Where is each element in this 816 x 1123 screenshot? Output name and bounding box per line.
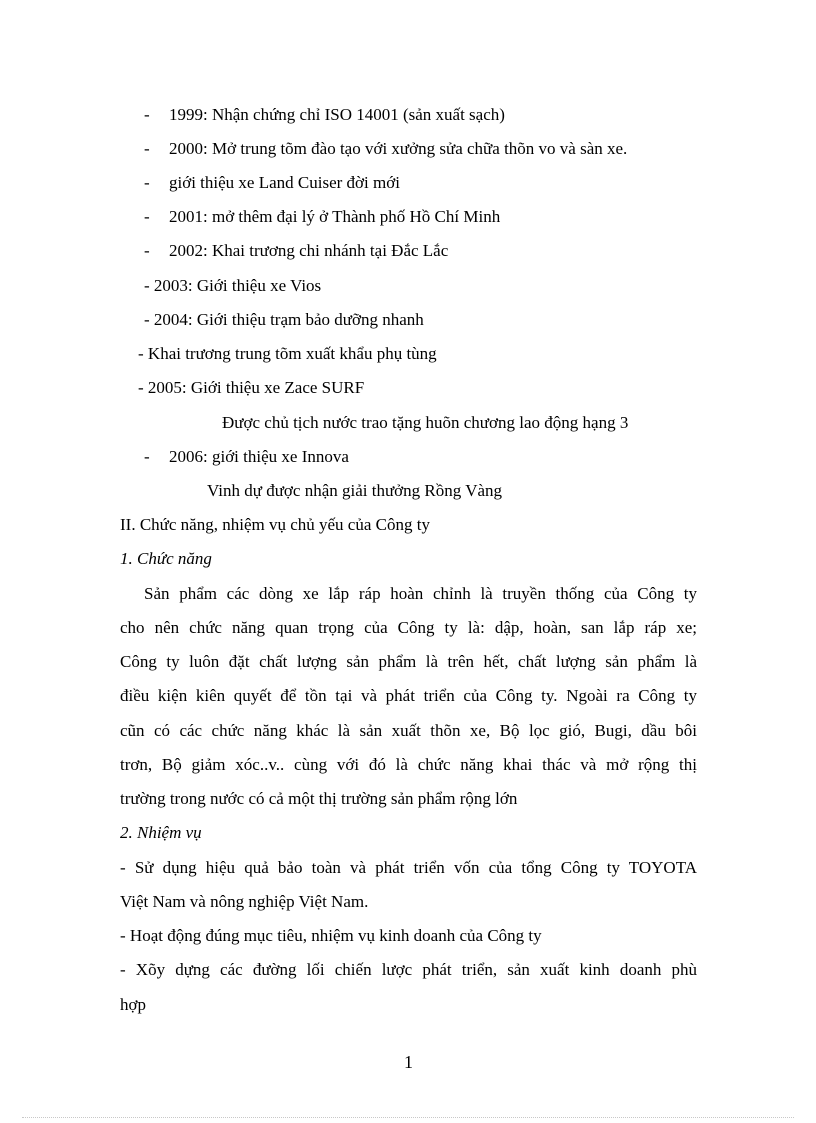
- timeline-text: 2001: mở thêm đại lý ở Thành phố Hồ Chí Minh: [169, 207, 501, 226]
- page-number: 1: [404, 1052, 413, 1072]
- timeline-item-labor-medal: [222, 412, 628, 434]
- timeline-item-land-cruiser: [144, 172, 400, 194]
- paragraph-line: trường trong nước có cả một thị trường sản phẩm rộng lớn: [120, 789, 518, 808]
- list-dash: -: [144, 139, 150, 158]
- timeline-text: 2006: giới thiệu xe Innova: [169, 447, 349, 466]
- timeline-text: 2002: Khai trương chi nhánh tại Đắc Lắc: [169, 241, 449, 260]
- timeline-item-2001: [144, 206, 500, 228]
- timeline-item-2002: [144, 240, 448, 262]
- subsection-heading-functions: 1. Chức năng: [120, 549, 212, 568]
- list-dash: -: [144, 241, 150, 260]
- list-dash: -: [144, 105, 150, 124]
- timeline-item-2006: [144, 446, 349, 468]
- timeline-text: - Khai trương trung tõm xuất khẩu phụ tùng: [138, 344, 437, 363]
- timeline-text: 2000: Mở trung tõm đào tạo với xưởng sửa chữa thõn vo và sàn xe.: [169, 139, 628, 158]
- timeline-text: Vinh dự được nhận giải thưởng Rồng Vàng: [207, 481, 503, 500]
- list-dash: -: [144, 447, 150, 466]
- timeline-item-2005: [138, 377, 364, 399]
- task-line: - Xõy dựng các đường lối chiến lược phát triển, sản xuất kinh doanh phù: [120, 960, 697, 979]
- task-line: - Hoạt động đúng mục tiêu, nhiệm vụ kinh doanh của Công ty: [120, 926, 542, 945]
- timeline-text: - 2003: Giới thiệu xe Vios: [144, 276, 322, 295]
- task-line: hợp: [120, 995, 146, 1014]
- timeline-item-2004: [144, 309, 424, 331]
- list-dash: -: [144, 207, 150, 226]
- paragraph-line: cũn có các chức năng khác là sản xuất thõn xe, Bộ lọc gió, Bugi, dầu bôi: [120, 721, 697, 740]
- subsection-heading-tasks: 2. Nhiệm vụ: [120, 823, 202, 842]
- timeline-text: giới thiệu xe Land Cuiser đời mới: [169, 173, 400, 192]
- timeline-item-1999: [144, 104, 505, 126]
- paragraph-line: trơn, Bộ giảm xóc..v.. cùng với đó là chức năng khai thác và mở rộng thị: [120, 755, 697, 774]
- timeline-item-2003: [144, 275, 321, 297]
- timeline-item-golden-dragon: [207, 480, 502, 502]
- timeline-item-2000: [144, 138, 627, 160]
- timeline-text: - 2005: Giới thiệu xe Zace SURF: [138, 378, 365, 397]
- paragraph-line: điều kiện kiên quyết để tồn tại và phát triển của Công ty. Ngoài ra Công ty: [120, 686, 697, 705]
- timeline-text: - 2004: Giới thiệu trạm bảo dưỡng nhanh: [144, 310, 424, 329]
- timeline-item-export-center: [138, 343, 437, 365]
- section-heading: II. Chức năng, nhiệm vụ chủ yếu của Công ty: [120, 515, 430, 534]
- paragraph-line: cho nên chức năng quan trọng của Công ty là: dập, hoàn, san lắp ráp xe;: [120, 618, 697, 637]
- task-line: - Sử dụng hiệu quả bảo toàn và phát triển vốn của tổng Công ty TOYOTA: [120, 858, 697, 877]
- task-line: Việt Nam và nông nghiệp Việt Nam.: [120, 892, 369, 911]
- paragraph-line: Công ty luôn đặt chất lượng sản phẩm là trên hết, chất lượng sản phẩm là: [120, 652, 697, 671]
- footer-divider: [22, 1117, 794, 1118]
- list-dash: -: [144, 173, 150, 192]
- paragraph-line: Sản phẩm các dòng xe lắp ráp hoàn chỉnh là truyền thống của Công ty: [144, 584, 697, 603]
- timeline-text: 1999: Nhận chứng chỉ ISO 14001 (sản xuất sạch): [169, 105, 505, 124]
- timeline-text: Được chủ tịch nước trao tặng huõn chương lao động hạng 3: [222, 413, 629, 432]
